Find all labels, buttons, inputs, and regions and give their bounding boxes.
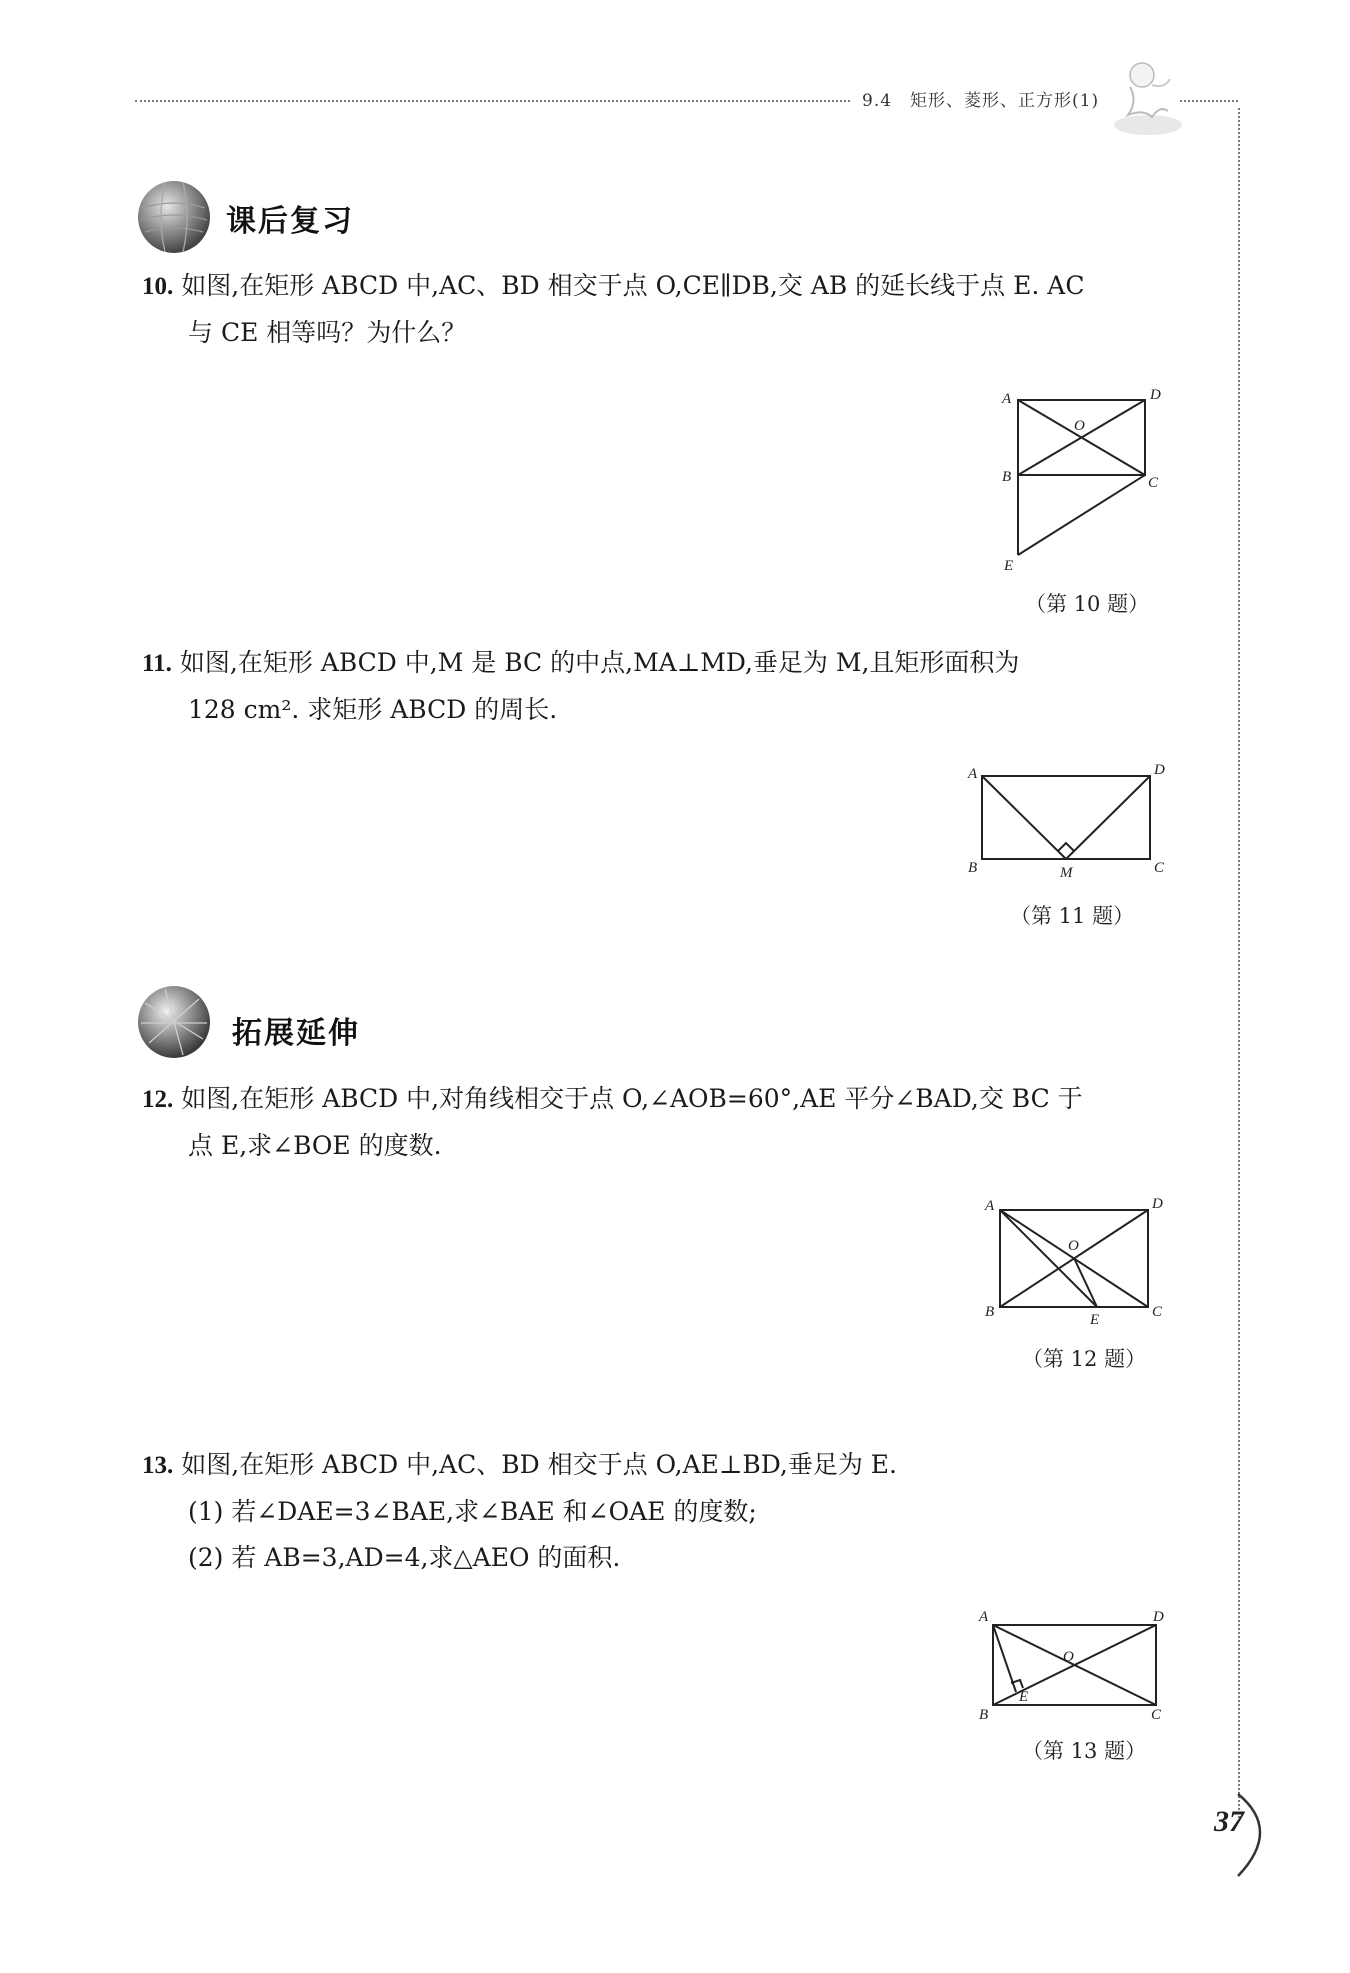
problem-text: 点 E,求∠BOE 的度数. (188, 1131, 442, 1160)
label-o: O (1068, 1238, 1079, 1254)
label-a: A (979, 1609, 989, 1625)
label-b: B (1002, 469, 1012, 485)
right-angle-mark (1058, 843, 1074, 851)
label-c: C (1148, 475, 1159, 491)
mascot-icon (1108, 55, 1188, 140)
figure-12 (980, 1190, 1175, 1330)
label-o: O (1063, 1649, 1074, 1665)
problem-12 (142, 1076, 1182, 1169)
section-title-review: 课后复习 (226, 204, 354, 239)
header-rule (135, 100, 850, 102)
problem-subquestion-1: (1) 若∠DAE=3∠BAE,求∠BAE 和∠OAE 的度数; (188, 1497, 757, 1526)
label-e: E (1090, 1312, 1100, 1328)
problem-subquestion-2: (2) 若 AB=3,AD=4,求△AEO 的面积. (188, 1543, 621, 1572)
bisector-ae (1000, 1210, 1097, 1307)
label-d: D (1152, 1196, 1163, 1212)
problem-text: 如图,在矩形 ABCD 中,AC、BD 相交于点 O,AE⊥BD,垂足为 E. (181, 1450, 897, 1479)
label-a: A (985, 1198, 995, 1214)
label-b: B (968, 860, 978, 876)
label-e: E (1019, 1689, 1029, 1705)
globe-icon (135, 983, 213, 1061)
figure-caption: （第 11 题） (1010, 904, 1135, 928)
problem-10 (142, 263, 1182, 356)
problem-text: 如图,在矩形 ABCD 中,M 是 BC 的中点,MA⊥MD,垂足为 M,且矩形面积为 (179, 648, 1020, 677)
figure-10 (1000, 385, 1175, 580)
figure-11 (960, 760, 1175, 880)
header-rule-right (1180, 100, 1238, 102)
problem-text: 128 cm². 求矩形 ABCD 的周长. (188, 695, 558, 724)
header-section-title: 9.4 矩形、菱形、正方形(1) (862, 91, 1100, 111)
figure-13 (975, 1603, 1175, 1723)
label-o: O (1074, 418, 1085, 434)
label-c: C (1154, 860, 1165, 876)
margin-rule (1238, 108, 1240, 1818)
label-c: C (1152, 1304, 1163, 1320)
segment-md (1066, 776, 1150, 859)
problem-number: 13. (142, 1452, 174, 1479)
label-m: M (1060, 865, 1073, 881)
problem-text: 与 CE 相等吗？为什么？ (188, 318, 467, 347)
label-c: C (1151, 1707, 1162, 1723)
label-d: D (1154, 762, 1165, 778)
label-e: E (1004, 558, 1014, 574)
label-a: A (968, 766, 978, 782)
figure-caption: （第 10 题） (1025, 592, 1150, 616)
label-a: A (1002, 391, 1012, 407)
problem-number: 12. (142, 1086, 174, 1113)
problem-11 (142, 640, 1182, 733)
problem-number: 10. (142, 273, 174, 300)
globe-icon (135, 178, 213, 256)
section-title-extension: 拓展延伸 (232, 1016, 360, 1051)
label-d: D (1150, 387, 1161, 403)
page-number: 37 (1214, 1805, 1244, 1838)
label-d: D (1153, 1609, 1164, 1625)
segment-ma (982, 776, 1066, 859)
problem-number: 11. (142, 650, 172, 677)
label-b: B (979, 1707, 989, 1723)
label-b: B (985, 1304, 995, 1320)
problem-text: 如图,在矩形 ABCD 中,AC、BD 相交于点 O,CE∥DB,交 AB 的延长线于点 E. AC (181, 271, 1085, 300)
segment-ce (1018, 475, 1145, 555)
rectangle-abcd (982, 776, 1150, 859)
figure-caption: （第 12 题） (1022, 1347, 1147, 1371)
problem-text: 如图,在矩形 ABCD 中,对角线相交于点 O,∠AOB=60°,AE 平分∠BAD,交 BC 于 (181, 1084, 1083, 1113)
problem-13 (142, 1442, 1182, 1581)
figure-caption: （第 13 题） (1022, 1739, 1147, 1763)
